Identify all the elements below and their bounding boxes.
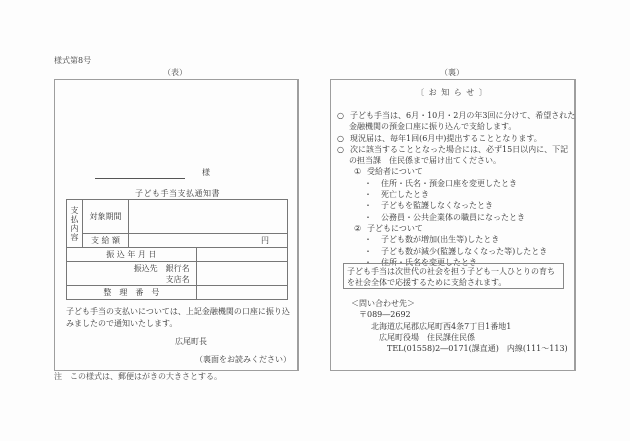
notice-item-cont: の担当課 住民係まで届け出てください。: [349, 156, 501, 166]
section-heading: [337, 166, 573, 177]
branch-name-label: 支店名: [165, 274, 190, 284]
table-row: [67, 286, 288, 300]
bank-label: [67, 262, 197, 286]
table-row: [67, 234, 288, 248]
transfer-date-value: [196, 248, 287, 262]
list-item: [337, 234, 573, 245]
bullet-icon: ・: [364, 178, 372, 188]
back-panel: [330, 79, 576, 371]
table-row: [67, 262, 288, 286]
phone-number: TEL(01558)2―0171(課直通) 内線(111～113): [387, 344, 568, 354]
notice-text: 子ども手当は、6月・10月・2月の年3回に分けて、希望された: [350, 111, 576, 120]
addressee-name-line: [95, 178, 185, 179]
table-row: [67, 248, 288, 262]
period-label: 対象期間: [83, 200, 129, 234]
group-char: 支: [70, 205, 79, 215]
list-item: [337, 189, 573, 200]
contact-title: ＜問い合わせ先＞: [351, 299, 415, 308]
transfer-date-label: 振 込 年 月 日: [67, 248, 197, 262]
circle-bullet-icon: ○: [337, 111, 344, 120]
sender-name: 広尾町長: [175, 337, 207, 346]
section-heading: [337, 223, 573, 234]
yen-unit: 円: [261, 235, 269, 245]
list-item: [337, 212, 573, 223]
reference-number-value: [196, 286, 287, 300]
period-value: [129, 200, 288, 234]
section-title: 受給者について: [367, 167, 423, 177]
bullet-icon: ・: [364, 235, 372, 245]
list-item-text: 子ども数が増加(出生等)したとき: [381, 235, 500, 245]
payment-details-group-label: [67, 200, 83, 248]
addressee-suffix: 様: [202, 168, 210, 177]
group-char: 内: [70, 223, 79, 233]
list-item: [337, 178, 573, 189]
bullet-icon: ・: [364, 201, 372, 211]
circle-bullet-icon: ○: [337, 133, 344, 143]
contact-info: [351, 298, 568, 354]
list-item: [337, 246, 573, 257]
number-two-icon: ②: [354, 223, 362, 233]
notice-title: 子ども手当支払通知書: [135, 189, 220, 198]
notice-heading: 〔 お 知 ら せ 〕: [416, 88, 488, 97]
list-item-text: 住所・氏名を変更したとき: [381, 257, 477, 267]
list-item-text: 子どもを監護しなくなったとき: [381, 201, 493, 211]
group-char: 容: [70, 232, 79, 242]
amount-label: 支 給 額: [83, 234, 129, 248]
back-side-label: （裏）: [440, 68, 464, 77]
notice-item: [337, 110, 576, 121]
amount-value: [129, 234, 288, 248]
form-number: 様式第8号: [54, 56, 92, 65]
table-row: [67, 200, 288, 234]
bank-value: [196, 262, 287, 286]
list-item: [337, 200, 573, 211]
front-panel: [54, 79, 299, 371]
bullet-icon: ・: [364, 246, 372, 256]
notice-text: 現況届は、毎年1回(6月中)提出することとなります。: [350, 133, 542, 143]
number-one-icon: ①: [354, 167, 362, 177]
office-name: 広尾町役場 住民課住民係: [379, 332, 475, 342]
notice-item-cont: 金融機関の預金口座に振り込んで支給します。: [349, 122, 517, 132]
payment-table: [66, 199, 288, 300]
notification-message: 子ども手当の支払いについては、上記金融機関の口座に振り込みましたので通知いたします。: [66, 307, 290, 328]
postal-code: 〒089―2692: [359, 310, 411, 320]
group-char: 払: [70, 214, 79, 224]
list-item-text: 住所・氏名・預金口座を変更したとき: [381, 178, 517, 188]
bullet-icon: ・: [364, 257, 372, 267]
bank-name-label: 振込先 銀行名: [133, 263, 190, 273]
address: 北海道広尾郡広尾町西4条7丁目1番地1: [371, 321, 512, 331]
footnote: 注 この様式は、郵便はがきの大きさとする。: [54, 372, 222, 381]
section-title: 子どもについて: [367, 223, 423, 233]
notice-item: [337, 133, 573, 144]
list-item-text: 死亡したとき: [381, 190, 429, 200]
front-side-label: （表）: [163, 68, 187, 77]
notice-list: [337, 110, 576, 268]
list-item-text: 子ども数が減少(監護しなくなった等)したとき: [381, 246, 548, 256]
bullet-icon: ・: [364, 212, 372, 222]
notice-item: [337, 144, 573, 155]
circle-bullet-icon: ○: [337, 144, 344, 154]
bullet-icon: ・: [364, 190, 372, 200]
reference-number-label: 整 理 番 号: [67, 286, 197, 300]
purpose-statement-box: 子ども手当は次世代の社会を担う子ども一人ひとりの育ちを社会全体で応援するために支給されます。: [343, 263, 564, 289]
list-item-text: 公務員・公共企業体の職員になったとき: [381, 212, 525, 222]
notice-text: 次に該当することとなった場合には、必ず15日以内に、下記: [350, 144, 569, 154]
see-back-note: （裏面をお読みください）: [195, 355, 291, 364]
